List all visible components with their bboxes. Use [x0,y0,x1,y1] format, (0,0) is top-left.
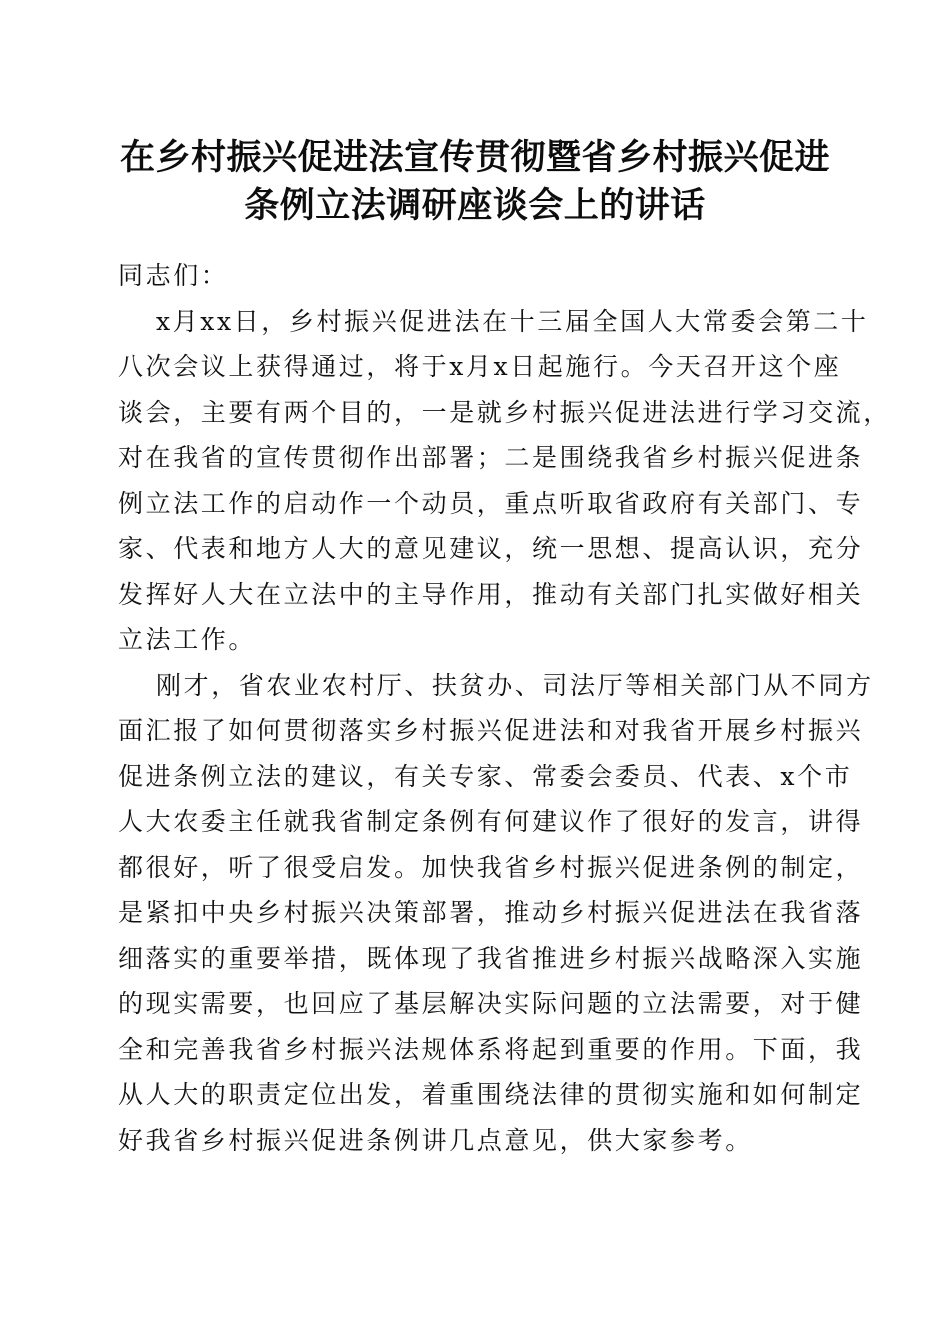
paragraph-line: 的现实需要，也回应了基层解决实际问题的立法需要，对于健 [118,989,864,1018]
paragraph-line: 谈会，主要有两个目的，一是就乡村振兴促进法进行学习交流， [118,397,891,427]
paragraph-line: 细落实的重要举措，既体现了我省推进乡村振兴战略深入实施 [118,943,864,973]
paragraph-line: 促进条例立法的建议，有关专家、常委会委员、代表、x个市 [118,761,853,791]
document-title [100,134,850,230]
title-line: 条例立法调研座谈会上的讲话 [244,185,706,226]
paragraph-line: 对在我省的宣传贯彻作出部署；二是围绕我省乡村振兴促进条 [118,443,864,472]
paragraph-line: 都很好，听了很受启发。加快我省乡村振兴促进条例的制定， [118,852,864,882]
paragraph-line: 刚才，省农业农村厅、扶贫办、司法厅等相关部门从不同方 [156,670,874,700]
paragraph-line: 家、代表和地方人大的意见建议，统一思想、提高认识，充分 [118,534,864,563]
title-line: 在乡村振兴促进法宣传贯彻暨省乡村振兴促进 [119,137,830,178]
paragraph-line: 面汇报了如何贯彻落实乡村振兴促进法和对我省开展乡村振兴 [118,716,864,745]
paragraph-line: 好我省乡村振兴促进条例讲几点意见，供大家参考。 [118,1125,753,1155]
paragraph-line: x月xx日，乡村振兴促进法在十三届全国人大常委会第二十 [156,306,869,336]
paragraph-line: 人大农委主任就我省制定条例有何建议作了很好的发言，讲得 [118,807,864,836]
paragraph-line: 八次会议上获得通过，将于x月x日起施行。今天召开这个座 [118,352,842,381]
paragraph-1 [118,299,891,663]
paragraph-line: 例立法工作的启动作一个动员，重点听取省政府有关部门、专 [118,488,864,518]
salutation: 同志们： [118,261,229,290]
paragraph-line: 是紧扣中央乡村振兴决策部署，推动乡村振兴促进法在我省落 [118,898,864,927]
paragraph-line: 从人大的职责定位出发，着重围绕法律的贯彻实施和如何制定 [118,1080,864,1109]
paragraph-line: 立法工作。 [118,625,257,654]
paragraph-line: 全和完善我省乡村振兴法规体系将起到重要的作用。下面，我 [118,1034,864,1064]
document-body [118,253,891,1163]
paragraph-2 [118,663,874,1164]
paragraph-line: 发挥好人大在立法中的主导作用，推动有关部门扎实做好相关 [118,579,864,609]
